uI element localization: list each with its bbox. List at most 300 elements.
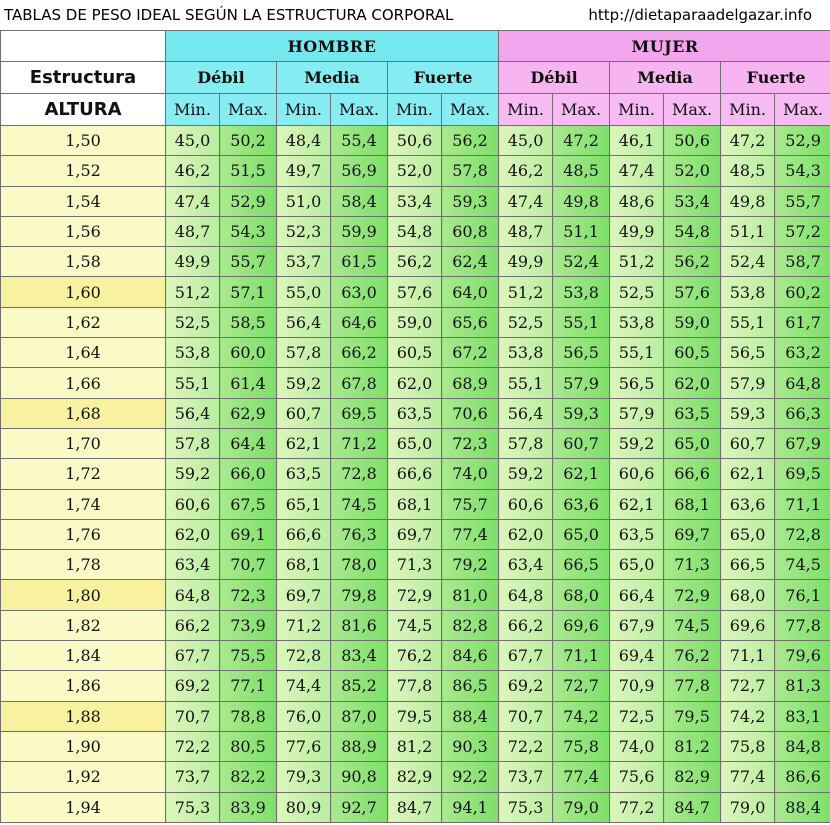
- altura-cell: 1,92: [1, 762, 166, 792]
- max-weight-cell: 58,4: [331, 186, 388, 216]
- max-weight-cell: 75,8: [553, 731, 610, 761]
- min-weight-cell: 51,2: [166, 277, 220, 307]
- table-row: [1, 186, 830, 216]
- min-weight-cell: 63,6: [721, 489, 775, 519]
- min-weight-cell: 69,6: [721, 610, 775, 640]
- max-weight-cell: 62,0: [664, 368, 721, 398]
- altura-cell: 1,94: [1, 792, 166, 822]
- max-weight-cell: 58,5: [220, 307, 277, 337]
- min-weight-cell: 62,1: [721, 459, 775, 489]
- altura-cell: 1,70: [1, 428, 166, 458]
- min-weight-cell: 77,6: [277, 731, 331, 761]
- min-weight-cell: 53,7: [277, 247, 331, 277]
- altura-cell: 1,78: [1, 550, 166, 580]
- minmax-header: Max.: [664, 94, 721, 126]
- max-weight-cell: 66,6: [664, 459, 721, 489]
- min-weight-cell: 71,3: [388, 550, 442, 580]
- min-weight-cell: 49,9: [610, 216, 664, 246]
- max-weight-cell: 67,9: [775, 428, 830, 458]
- max-weight-cell: 66,0: [220, 459, 277, 489]
- max-weight-cell: 62,9: [220, 398, 277, 428]
- min-weight-cell: 50,6: [388, 126, 442, 156]
- max-weight-cell: 53,8: [553, 277, 610, 307]
- min-weight-cell: 55,1: [499, 368, 553, 398]
- max-weight-cell: 66,2: [331, 338, 388, 368]
- max-weight-cell: 87,0: [331, 701, 388, 731]
- min-weight-cell: 56,2: [388, 247, 442, 277]
- min-weight-cell: 53,8: [166, 338, 220, 368]
- max-weight-cell: 84,7: [664, 792, 721, 822]
- max-weight-cell: 60,8: [442, 216, 499, 246]
- table-row: [1, 701, 830, 731]
- min-weight-cell: 67,7: [499, 641, 553, 671]
- max-weight-cell: 81,2: [664, 731, 721, 761]
- min-weight-cell: 62,0: [388, 368, 442, 398]
- max-weight-cell: 77,4: [442, 519, 499, 549]
- min-weight-cell: 57,8: [166, 428, 220, 458]
- max-weight-cell: 60,2: [775, 277, 830, 307]
- min-weight-cell: 69,7: [277, 580, 331, 610]
- max-weight-cell: 76,3: [331, 519, 388, 549]
- max-weight-cell: 76,2: [664, 641, 721, 671]
- min-weight-cell: 52,5: [499, 307, 553, 337]
- min-weight-cell: 55,1: [610, 338, 664, 368]
- max-weight-cell: 72,3: [442, 428, 499, 458]
- max-weight-cell: 92,2: [442, 762, 499, 792]
- max-weight-cell: 74,5: [775, 550, 830, 580]
- altura-cell: 1,84: [1, 641, 166, 671]
- max-weight-cell: 55,1: [553, 307, 610, 337]
- max-weight-cell: 61,7: [775, 307, 830, 337]
- max-weight-cell: 92,7: [331, 792, 388, 822]
- minmax-header: Min.: [721, 94, 775, 126]
- min-weight-cell: 60,7: [277, 398, 331, 428]
- max-weight-cell: 55,7: [775, 186, 830, 216]
- max-weight-cell: 66,3: [775, 398, 830, 428]
- table-row: [1, 156, 830, 186]
- max-weight-cell: 85,2: [331, 671, 388, 701]
- minmax-header: Min.: [277, 94, 331, 126]
- min-weight-cell: 74,0: [610, 731, 664, 761]
- max-weight-cell: 72,8: [775, 519, 830, 549]
- mujer-media-header: Media: [610, 62, 721, 94]
- min-weight-cell: 62,0: [499, 519, 553, 549]
- min-weight-cell: 45,0: [499, 126, 553, 156]
- max-weight-cell: 60,5: [664, 338, 721, 368]
- altura-cell: 1,68: [1, 398, 166, 428]
- minmax-header: Min.: [388, 94, 442, 126]
- max-weight-cell: 77,4: [553, 762, 610, 792]
- min-weight-cell: 76,2: [388, 641, 442, 671]
- max-weight-cell: 81,3: [775, 671, 830, 701]
- min-weight-cell: 53,4: [388, 186, 442, 216]
- max-weight-cell: 72,7: [553, 671, 610, 701]
- min-weight-cell: 67,9: [610, 610, 664, 640]
- max-weight-cell: 59,9: [331, 216, 388, 246]
- min-weight-cell: 63,4: [499, 550, 553, 580]
- max-weight-cell: 56,2: [664, 247, 721, 277]
- min-weight-cell: 84,7: [388, 792, 442, 822]
- max-weight-cell: 79,2: [442, 550, 499, 580]
- min-weight-cell: 66,2: [499, 610, 553, 640]
- minmax-header: Max.: [553, 94, 610, 126]
- min-weight-cell: 60,6: [499, 489, 553, 519]
- max-weight-cell: 74,5: [664, 610, 721, 640]
- max-weight-cell: 63,0: [331, 277, 388, 307]
- max-weight-cell: 57,2: [775, 216, 830, 246]
- max-weight-cell: 88,4: [775, 792, 830, 822]
- min-weight-cell: 47,2: [721, 126, 775, 156]
- min-weight-cell: 57,9: [721, 368, 775, 398]
- min-weight-cell: 82,9: [388, 762, 442, 792]
- max-weight-cell: 59,0: [664, 307, 721, 337]
- min-weight-cell: 80,9: [277, 792, 331, 822]
- min-weight-cell: 48,7: [499, 216, 553, 246]
- max-weight-cell: 51,1: [553, 216, 610, 246]
- max-weight-cell: 63,2: [775, 338, 830, 368]
- min-weight-cell: 65,1: [277, 489, 331, 519]
- max-weight-cell: 83,4: [331, 641, 388, 671]
- max-weight-cell: 57,1: [220, 277, 277, 307]
- altura-cell: 1,72: [1, 459, 166, 489]
- source-url: http://dietaparaadelgazar.info: [588, 6, 812, 24]
- min-weight-cell: 49,7: [277, 156, 331, 186]
- group-header-mujer: MUJER: [499, 31, 830, 62]
- max-weight-cell: 69,5: [775, 459, 830, 489]
- max-weight-cell: 52,9: [775, 126, 830, 156]
- max-weight-cell: 86,6: [775, 762, 830, 792]
- max-weight-cell: 52,9: [220, 186, 277, 216]
- min-weight-cell: 62,0: [166, 519, 220, 549]
- altura-label: ALTURA: [1, 94, 166, 126]
- max-weight-cell: 68,0: [553, 580, 610, 610]
- altura-cell: 1,82: [1, 610, 166, 640]
- min-weight-cell: 49,9: [166, 247, 220, 277]
- altura-cell: 1,88: [1, 701, 166, 731]
- min-weight-cell: 55,0: [277, 277, 331, 307]
- max-weight-cell: 76,1: [775, 580, 830, 610]
- max-weight-cell: 58,7: [775, 247, 830, 277]
- table-row: [1, 519, 830, 549]
- min-weight-cell: 63,5: [388, 398, 442, 428]
- min-weight-cell: 51,1: [721, 216, 775, 246]
- mujer-debil-header: Débil: [499, 62, 610, 94]
- table-row: [1, 216, 830, 246]
- max-weight-cell: 65,0: [553, 519, 610, 549]
- minmax-header: Min.: [166, 94, 220, 126]
- max-weight-cell: 51,5: [220, 156, 277, 186]
- mujer-fuerte-header: Fuerte: [721, 62, 830, 94]
- max-weight-cell: 90,8: [331, 762, 388, 792]
- min-weight-cell: 71,2: [277, 610, 331, 640]
- table-row: [1, 247, 830, 277]
- min-weight-cell: 57,8: [277, 338, 331, 368]
- max-weight-cell: 61,5: [331, 247, 388, 277]
- min-weight-cell: 79,5: [388, 701, 442, 731]
- min-weight-cell: 47,4: [499, 186, 553, 216]
- max-weight-cell: 74,0: [442, 459, 499, 489]
- min-weight-cell: 72,9: [388, 580, 442, 610]
- altura-cell: 1,50: [1, 126, 166, 156]
- min-weight-cell: 69,4: [610, 641, 664, 671]
- max-weight-cell: 63,6: [553, 489, 610, 519]
- min-weight-cell: 48,6: [610, 186, 664, 216]
- hombre-media-header: Media: [277, 62, 388, 94]
- min-weight-cell: 62,1: [610, 489, 664, 519]
- max-weight-cell: 59,3: [442, 186, 499, 216]
- min-weight-cell: 60,7: [721, 428, 775, 458]
- table-row: [1, 550, 830, 580]
- max-weight-cell: 71,2: [331, 428, 388, 458]
- altura-cell: 1,80: [1, 580, 166, 610]
- max-weight-cell: 71,1: [553, 641, 610, 671]
- max-weight-cell: 77,1: [220, 671, 277, 701]
- max-weight-cell: 52,0: [664, 156, 721, 186]
- max-weight-cell: 60,7: [553, 428, 610, 458]
- min-weight-cell: 45,0: [166, 126, 220, 156]
- max-weight-cell: 64,6: [331, 307, 388, 337]
- min-weight-cell: 68,1: [277, 550, 331, 580]
- max-weight-cell: 64,8: [775, 368, 830, 398]
- max-weight-cell: 77,8: [775, 610, 830, 640]
- max-weight-cell: 66,5: [553, 550, 610, 580]
- max-weight-cell: 67,8: [331, 368, 388, 398]
- min-weight-cell: 70,7: [166, 701, 220, 731]
- max-weight-cell: 82,8: [442, 610, 499, 640]
- estructura-label: Estructura: [1, 62, 166, 94]
- max-weight-cell: 83,9: [220, 792, 277, 822]
- max-weight-cell: 65,0: [664, 428, 721, 458]
- min-weight-cell: 51,0: [277, 186, 331, 216]
- table-row: [1, 641, 830, 671]
- min-weight-cell: 74,4: [277, 671, 331, 701]
- table-row: [1, 731, 830, 761]
- min-weight-cell: 75,3: [166, 792, 220, 822]
- max-weight-cell: 88,4: [442, 701, 499, 731]
- max-weight-cell: 72,8: [331, 459, 388, 489]
- max-weight-cell: 65,6: [442, 307, 499, 337]
- max-weight-cell: 55,7: [220, 247, 277, 277]
- min-weight-cell: 69,2: [166, 671, 220, 701]
- max-weight-cell: 72,9: [664, 580, 721, 610]
- max-weight-cell: 47,2: [553, 126, 610, 156]
- min-weight-cell: 55,1: [166, 368, 220, 398]
- min-weight-cell: 55,1: [721, 307, 775, 337]
- min-weight-cell: 59,0: [388, 307, 442, 337]
- max-weight-cell: 94,1: [442, 792, 499, 822]
- max-weight-cell: 69,7: [664, 519, 721, 549]
- altura-cell: 1,64: [1, 338, 166, 368]
- min-weight-cell: 48,4: [277, 126, 331, 156]
- min-weight-cell: 47,4: [610, 156, 664, 186]
- altura-cell: 1,62: [1, 307, 166, 337]
- max-weight-cell: 82,9: [664, 762, 721, 792]
- max-weight-cell: 59,3: [553, 398, 610, 428]
- table-row: [1, 307, 830, 337]
- altura-cell: 1,58: [1, 247, 166, 277]
- max-weight-cell: 69,1: [220, 519, 277, 549]
- min-weight-cell: 52,0: [388, 156, 442, 186]
- max-weight-cell: 83,1: [775, 701, 830, 731]
- max-weight-cell: 70,6: [442, 398, 499, 428]
- min-weight-cell: 66,4: [610, 580, 664, 610]
- min-weight-cell: 56,5: [610, 368, 664, 398]
- min-weight-cell: 68,0: [721, 580, 775, 610]
- minmax-header: Min.: [610, 94, 664, 126]
- min-weight-cell: 64,8: [166, 580, 220, 610]
- hombre-debil-header: Débil: [166, 62, 277, 94]
- max-weight-cell: 68,9: [442, 368, 499, 398]
- max-weight-cell: 64,4: [220, 428, 277, 458]
- min-weight-cell: 48,7: [166, 216, 220, 246]
- minmax-header: Max.: [220, 94, 277, 126]
- table-row: [1, 277, 830, 307]
- table-row: [1, 459, 830, 489]
- max-weight-cell: 78,8: [220, 701, 277, 731]
- max-weight-cell: 74,5: [331, 489, 388, 519]
- min-weight-cell: 52,4: [721, 247, 775, 277]
- min-weight-cell: 46,2: [499, 156, 553, 186]
- min-weight-cell: 54,8: [388, 216, 442, 246]
- min-weight-cell: 64,8: [499, 580, 553, 610]
- min-weight-cell: 56,4: [277, 307, 331, 337]
- max-weight-cell: 70,7: [220, 550, 277, 580]
- altura-cell: 1,60: [1, 277, 166, 307]
- min-weight-cell: 76,0: [277, 701, 331, 731]
- max-weight-cell: 55,4: [331, 126, 388, 156]
- max-weight-cell: 69,6: [553, 610, 610, 640]
- min-weight-cell: 77,4: [721, 762, 775, 792]
- min-weight-cell: 53,8: [499, 338, 553, 368]
- min-weight-cell: 70,9: [610, 671, 664, 701]
- minmax-header: Min.: [499, 94, 553, 126]
- group-header-hombre: HOMBRE: [166, 31, 499, 62]
- max-weight-cell: 67,5: [220, 489, 277, 519]
- min-weight-cell: 70,7: [499, 701, 553, 731]
- min-weight-cell: 66,6: [388, 459, 442, 489]
- min-weight-cell: 72,5: [610, 701, 664, 731]
- min-weight-cell: 53,8: [610, 307, 664, 337]
- min-weight-cell: 69,2: [499, 671, 553, 701]
- min-weight-cell: 72,2: [166, 731, 220, 761]
- min-weight-cell: 65,0: [610, 550, 664, 580]
- min-weight-cell: 51,2: [610, 247, 664, 277]
- min-weight-cell: 51,2: [499, 277, 553, 307]
- min-weight-cell: 63,5: [277, 459, 331, 489]
- max-weight-cell: 73,9: [220, 610, 277, 640]
- min-weight-cell: 72,2: [499, 731, 553, 761]
- min-weight-cell: 65,0: [388, 428, 442, 458]
- altura-cell: 1,56: [1, 216, 166, 246]
- table-row: [1, 489, 830, 519]
- max-weight-cell: 84,8: [775, 731, 830, 761]
- max-weight-cell: 78,0: [331, 550, 388, 580]
- max-weight-cell: 57,6: [664, 277, 721, 307]
- min-weight-cell: 60,6: [166, 489, 220, 519]
- max-weight-cell: 75,7: [442, 489, 499, 519]
- min-weight-cell: 66,5: [721, 550, 775, 580]
- max-weight-cell: 54,8: [664, 216, 721, 246]
- table-row: [1, 428, 830, 458]
- max-weight-cell: 57,9: [553, 368, 610, 398]
- max-weight-cell: 90,3: [442, 731, 499, 761]
- max-weight-cell: 57,8: [442, 156, 499, 186]
- min-weight-cell: 73,7: [499, 762, 553, 792]
- min-weight-cell: 71,1: [721, 641, 775, 671]
- altura-cell: 1,54: [1, 186, 166, 216]
- max-weight-cell: 50,2: [220, 126, 277, 156]
- max-weight-cell: 82,2: [220, 762, 277, 792]
- page-title: TABLAS DE PESO IDEAL SEGÚN LA ESTRUCTURA CORPORAL: [4, 6, 454, 24]
- min-weight-cell: 56,4: [166, 398, 220, 428]
- max-weight-cell: 75,5: [220, 641, 277, 671]
- min-weight-cell: 49,9: [499, 247, 553, 277]
- max-weight-cell: 56,9: [331, 156, 388, 186]
- max-weight-cell: 52,4: [553, 247, 610, 277]
- max-weight-cell: 81,0: [442, 580, 499, 610]
- min-weight-cell: 62,1: [277, 428, 331, 458]
- min-weight-cell: 53,8: [721, 277, 775, 307]
- min-weight-cell: 57,6: [388, 277, 442, 307]
- min-weight-cell: 46,2: [166, 156, 220, 186]
- max-weight-cell: 79,8: [331, 580, 388, 610]
- min-weight-cell: 57,8: [499, 428, 553, 458]
- altura-cell: 1,52: [1, 156, 166, 186]
- max-weight-cell: 62,4: [442, 247, 499, 277]
- min-weight-cell: 77,2: [610, 792, 664, 822]
- max-weight-cell: 54,3: [775, 156, 830, 186]
- max-weight-cell: 53,4: [664, 186, 721, 216]
- max-weight-cell: 79,5: [664, 701, 721, 731]
- table-row: [1, 671, 830, 701]
- max-weight-cell: 63,5: [664, 398, 721, 428]
- min-weight-cell: 59,2: [499, 459, 553, 489]
- max-weight-cell: 54,3: [220, 216, 277, 246]
- min-weight-cell: 52,5: [610, 277, 664, 307]
- table-row: [1, 338, 830, 368]
- min-weight-cell: 59,2: [610, 428, 664, 458]
- min-weight-cell: 48,5: [721, 156, 775, 186]
- min-weight-cell: 60,6: [610, 459, 664, 489]
- max-weight-cell: 68,1: [664, 489, 721, 519]
- minmax-header: Max.: [442, 94, 499, 126]
- table-row: [1, 398, 830, 428]
- min-weight-cell: 69,7: [388, 519, 442, 549]
- max-weight-cell: 64,0: [442, 277, 499, 307]
- min-weight-cell: 49,8: [721, 186, 775, 216]
- altura-cell: 1,66: [1, 368, 166, 398]
- max-weight-cell: 61,4: [220, 368, 277, 398]
- min-weight-cell: 77,8: [388, 671, 442, 701]
- max-weight-cell: 80,5: [220, 731, 277, 761]
- max-weight-cell: 56,5: [553, 338, 610, 368]
- min-weight-cell: 68,1: [388, 489, 442, 519]
- min-weight-cell: 63,4: [166, 550, 220, 580]
- max-weight-cell: 79,0: [553, 792, 610, 822]
- table-row: [1, 762, 830, 792]
- ideal-weight-table: [0, 30, 830, 823]
- table-row: [1, 792, 830, 822]
- min-weight-cell: 74,2: [721, 701, 775, 731]
- hombre-fuerte-header: Fuerte: [388, 62, 499, 94]
- min-weight-cell: 66,2: [166, 610, 220, 640]
- min-weight-cell: 59,2: [277, 368, 331, 398]
- max-weight-cell: 77,8: [664, 671, 721, 701]
- min-weight-cell: 66,6: [277, 519, 331, 549]
- max-weight-cell: 60,0: [220, 338, 277, 368]
- min-weight-cell: 75,6: [610, 762, 664, 792]
- max-weight-cell: 71,3: [664, 550, 721, 580]
